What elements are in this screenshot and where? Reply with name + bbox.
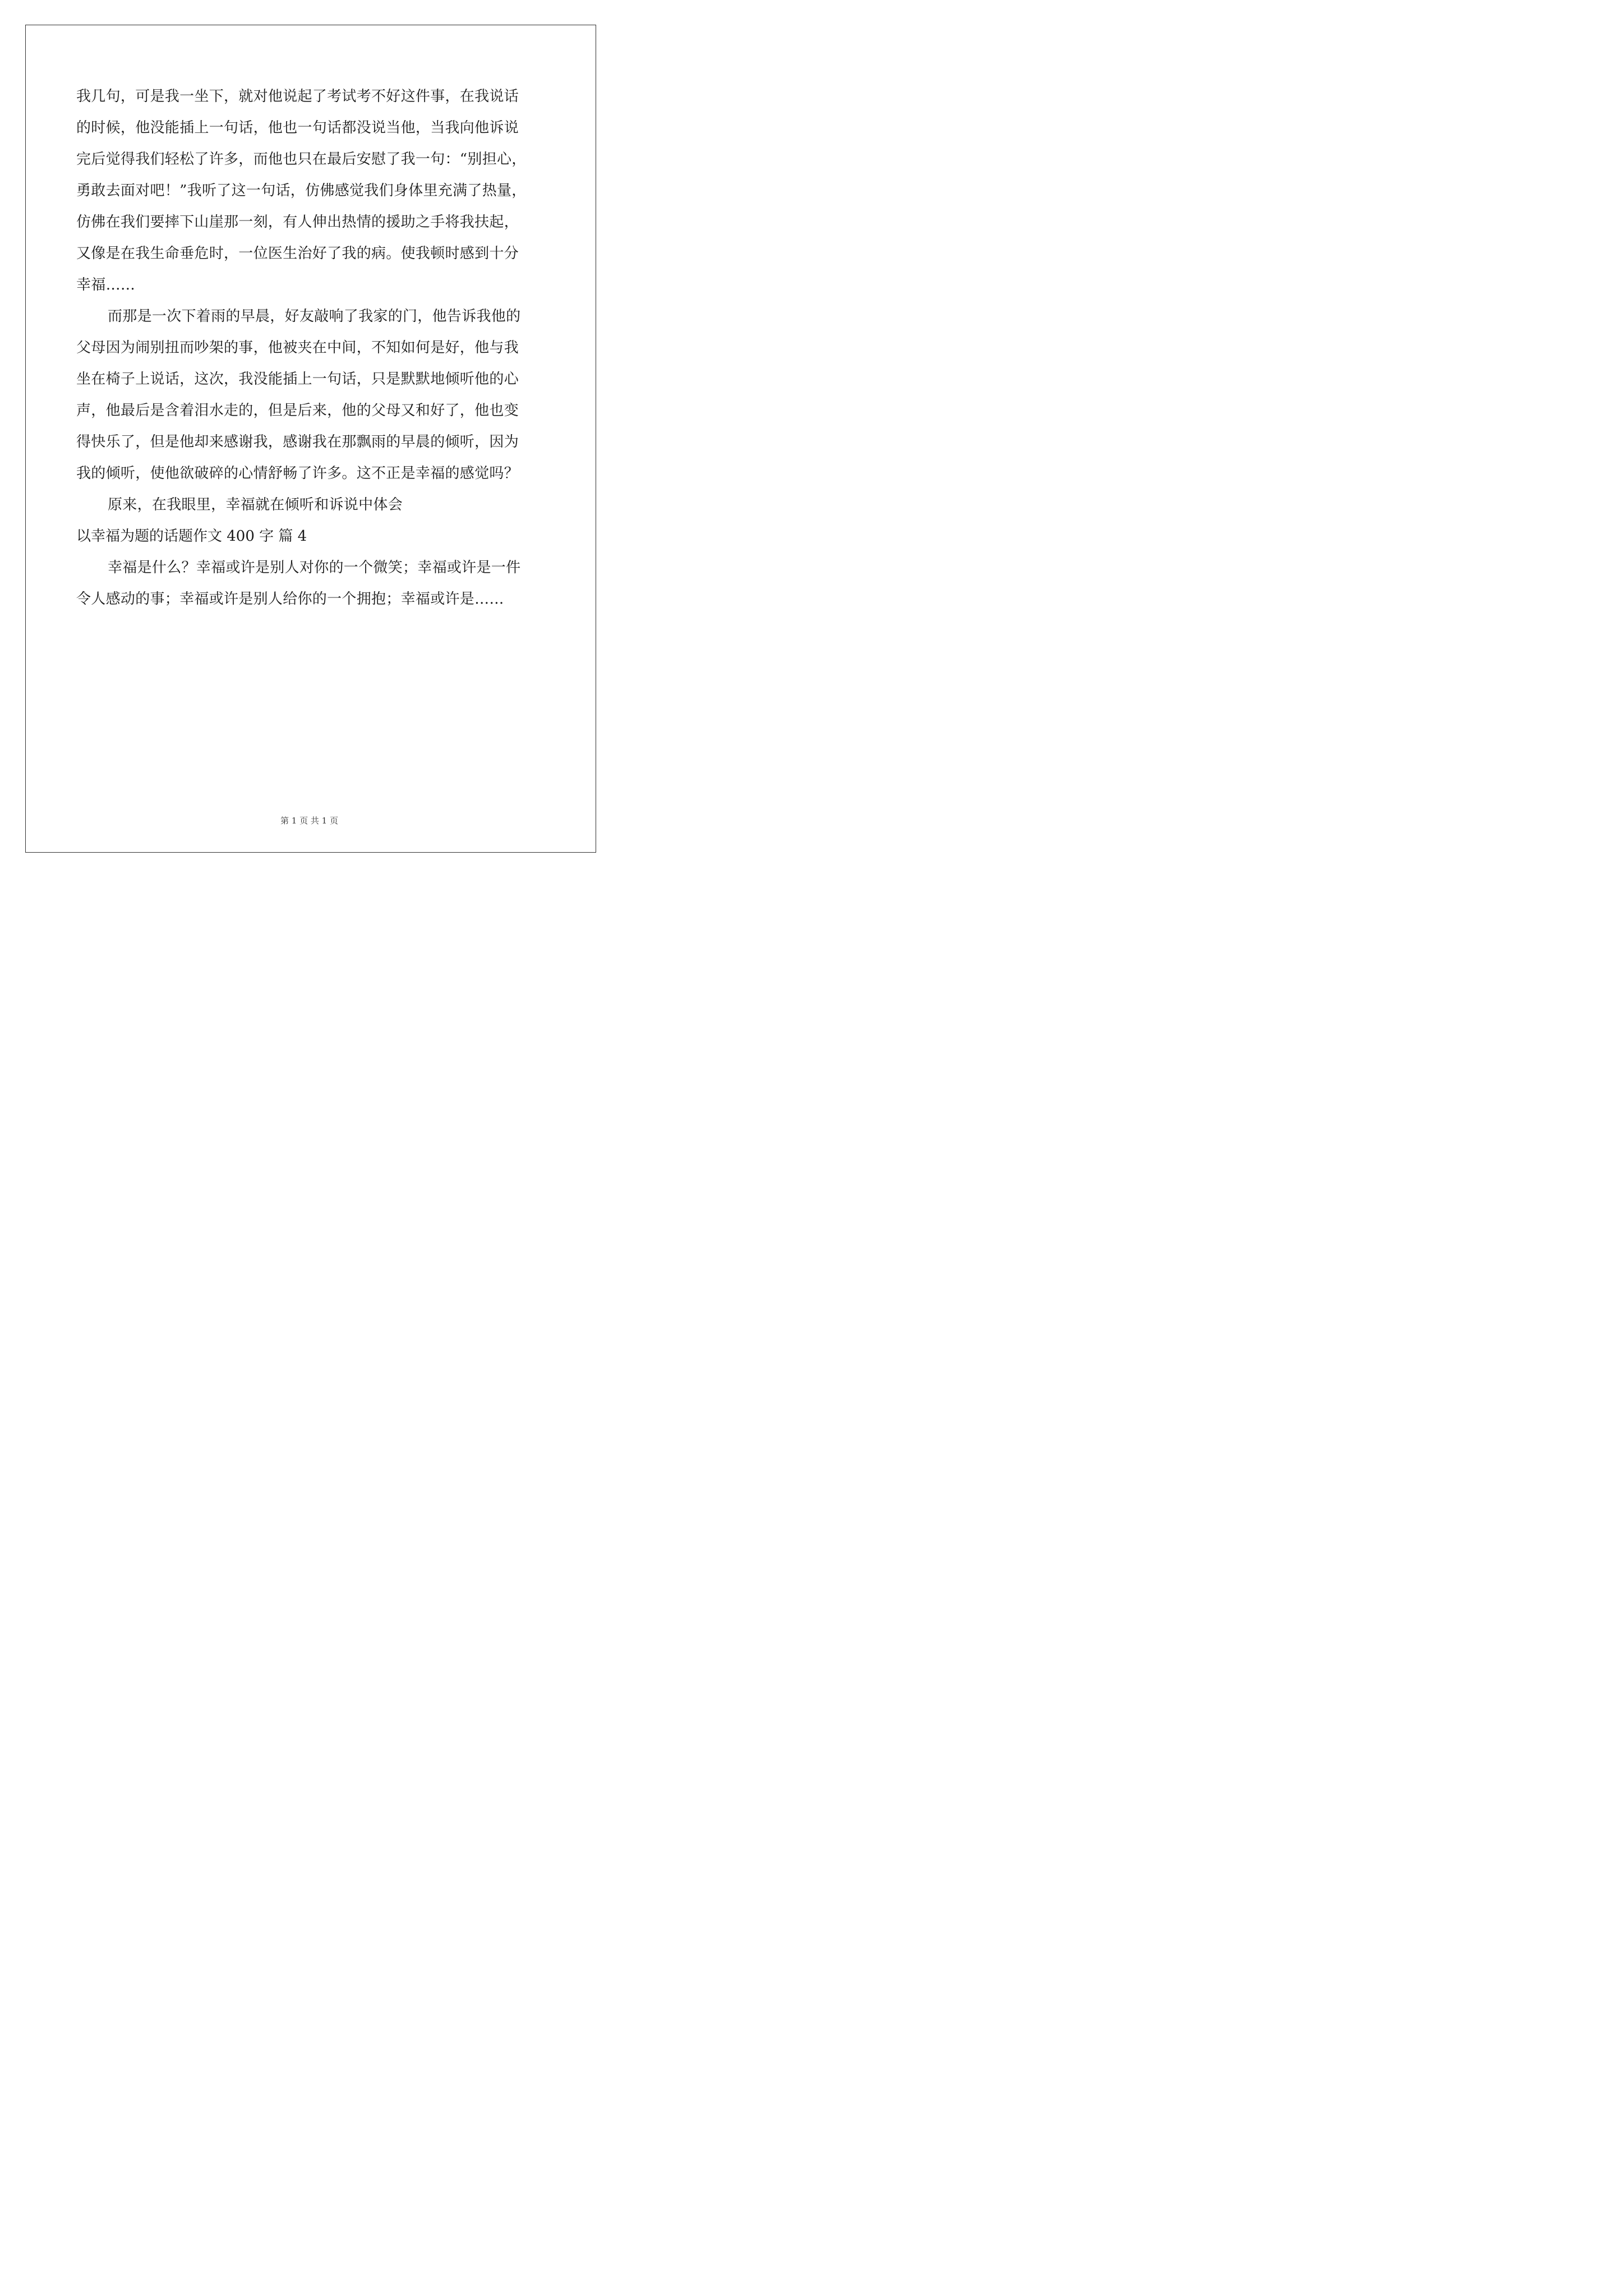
text-line: 幸福是什么？幸福或许是别人对你的一个微笑；幸福或许是一件: [108, 559, 521, 576]
section-heading: 以幸福为题的话题作文 400 字 篇 4: [76, 528, 307, 545]
text-line: 我几句，可是我一坐下，就对他说起了考试考不好这件事，在我说话: [76, 88, 519, 105]
text-line: 而那是一次下着雨的早晨，好友敲响了我家的门，他告诉我他的: [108, 308, 521, 325]
text-line: 勇敢去面对吧！”我听了这一句话，仿佛感觉我们身体里充满了热量，: [76, 182, 527, 199]
text-line: 原来，在我眼里，幸福就在倾听和诉说中体会: [108, 496, 403, 513]
text-line: 得快乐了，但是他却来感谢我，感谢我在那飘雨的早晨的倾听，因为: [76, 434, 519, 450]
text-line: 坐在椅子上说话，这次，我没能插上一句话，只是默默地倾听他的心: [76, 371, 519, 388]
text-line: 仿佛在我们要摔下山崖那一刻，有人伸出热情的援助之手将我扶起，: [76, 214, 519, 231]
text-line: 我的倾听，使他欲破碎的心情舒畅了许多。这不正是幸福的感觉吗？: [76, 465, 519, 482]
text-line: 幸福……: [76, 277, 136, 293]
text-line: 父母因为闹别扭而吵架的事，他被夹在中间，不知如何是好，他与我: [76, 339, 519, 356]
text-line: 的时候，他没能插上一句话，他也一句话都没说当他，当我向他诉说: [76, 119, 519, 136]
document-body: [76, 83, 547, 617]
text-line: 完后觉得我们轻松了许多，而他也只在最后安慰了我一句：“别担心，: [76, 151, 527, 168]
text-line: 声，他最后是含着泪水走的，但是后来，他的父母又和好了，他也变: [76, 402, 519, 419]
text-line: 又像是在我生命垂危时，一位医生治好了我的病。使我顿时感到十分: [76, 245, 519, 262]
page-number-footer: 第 1 页 共 1 页: [280, 816, 338, 826]
text-line: 令人感动的事；幸福或许是别人给你的一个拥抱；幸福或许是……: [76, 591, 504, 608]
